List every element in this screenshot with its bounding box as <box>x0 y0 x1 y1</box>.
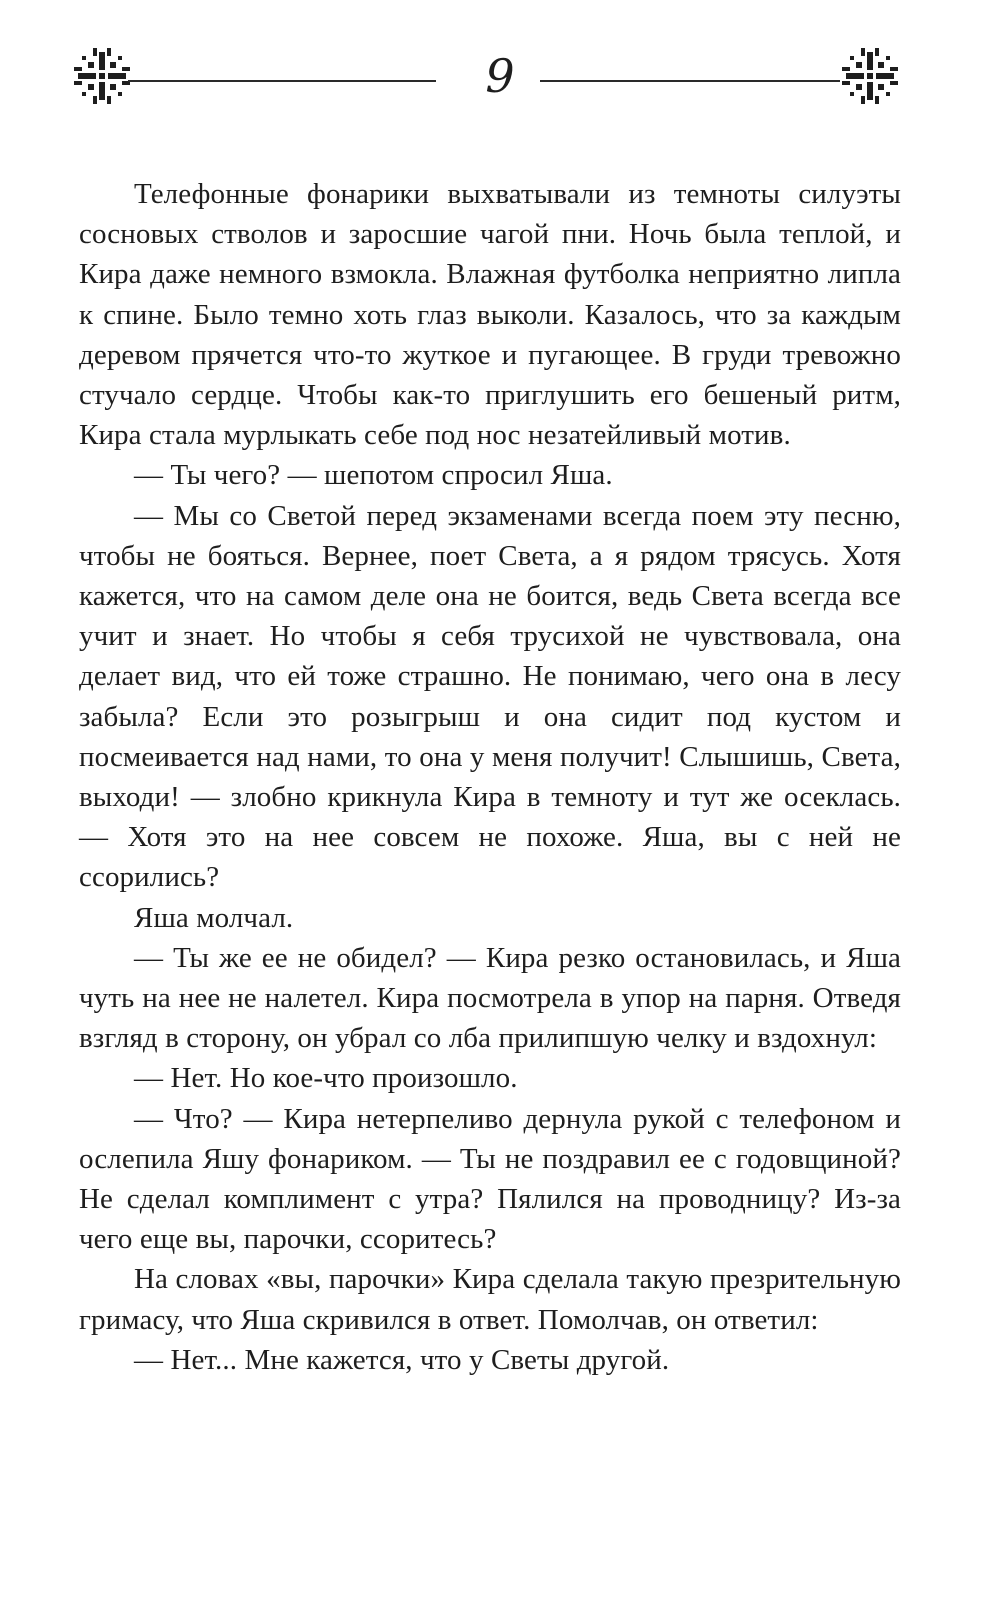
paragraph: — Нет. Но кое-что произошло. <box>134 1062 518 1095</box>
paragraph: — Ты же ее не обидел? — Кира резко остановилась, и Яша чуть на нее не налетел. Кира посмотрела в упор на парня. Отведя взгляд в сторону, он убрал со лба прилипшую челку и вздохнул: <box>79 941 901 1055</box>
paragraph: Яша молчал. <box>134 901 294 934</box>
header-rule-right <box>540 80 840 82</box>
header-rule-left <box>128 80 436 82</box>
paragraph: — Что? — Кира нетерпеливо дернула рукой с телефоном и ослепила Яшу фонариком. — Ты не поздравил ее с годовщиной? Не сделал комплимент с утра? Пялился на проводницу? Из-за чего еще вы, парочки, ссоритесь? <box>79 1102 901 1256</box>
snowflake-ornament-right-icon <box>842 48 898 104</box>
paragraph: — Ты чего? — шепотом спросил Яша. <box>134 459 613 492</box>
snowflake-ornament-left-icon <box>74 48 130 104</box>
page-number: 9 <box>485 49 515 103</box>
paragraph: — Нет... Мне кажется, что у Светы другой. <box>134 1343 670 1376</box>
paragraph: — Мы со Светой перед экзаменами всегда поем эту песню, чтобы не бояться. Вернее, поет Света, а я рядом трясусь. Хотя кажется, что на самом деле она не боится, ведь Света всегда все учит и знает. Но чтобы я себя трусихой не чувствовала, она делает вид, что ей тоже страшно. Не понимаю, чего она в лесу забыла? Если это розыгрыш и она сидит под кустом и посмеивается над нами, то она у меня получит! Слышишь, Света, выходи! — злобно крикнула Кира в темноту и тут же осеклась. — Хотя это на нее совсем не похоже. Яша, вы с ней не ссорились? <box>79 499 901 894</box>
body-text <box>79 174 901 1380</box>
paragraph: На словах «вы, парочки» Кира сделала такую презрительную гримасу, что Яша скривился в ответ. Помолчав, он ответил: <box>79 1263 901 1336</box>
paragraph: Телефонные фонарики выхватывали из темноты силуэты сосновых стволов и заросшие чагой пни. Ночь была теплой, и Кира даже немного взмокла. Влажная футболка неприятно липла к спине. Было темно хоть глаз выколи. Казалось, что за каждым деревом прячется что-то жуткое и пугающее. В груди тревожно стучало сердце. Чтобы как-то приглушить его бешеный ритм, Кира стала мурлыкать себе под нос незатейливый мотив. <box>79 178 901 452</box>
page-header <box>0 0 1000 140</box>
